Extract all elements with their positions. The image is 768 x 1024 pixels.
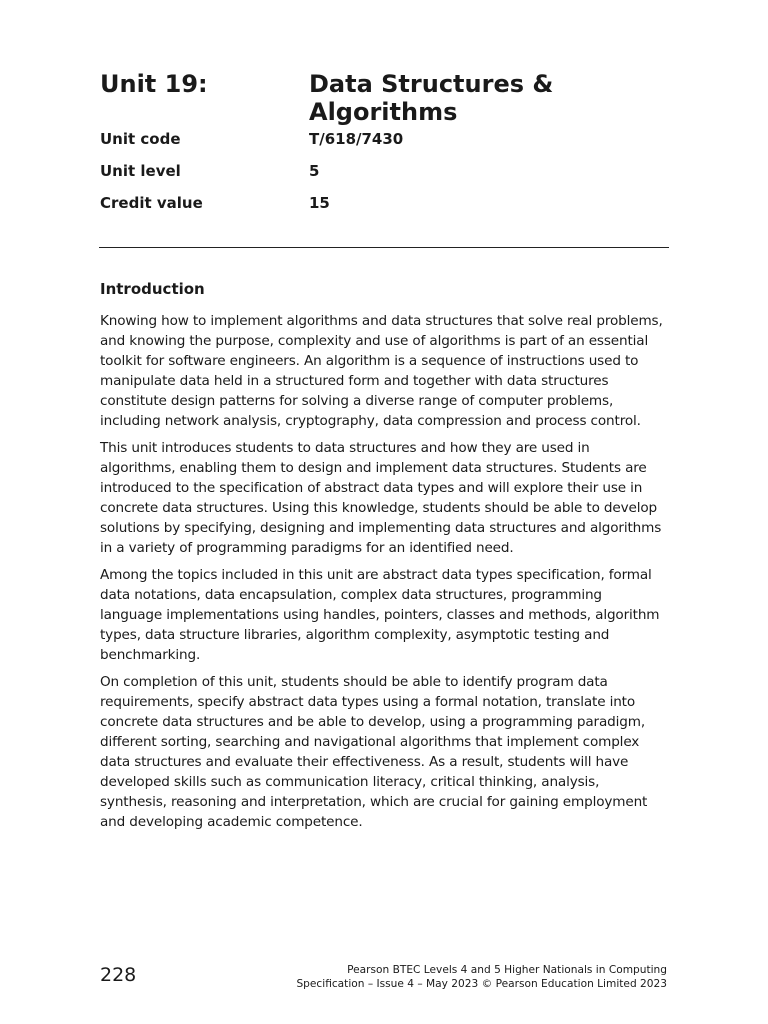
unit-level-value: 5 (309, 162, 320, 180)
unit-number: Unit 19: (100, 70, 208, 98)
credit-value-value: 15 (309, 194, 330, 212)
page-number: 228 (100, 964, 137, 986)
unit-code-value: T/618/7430 (309, 130, 404, 148)
introduction-paragraph-3: Among the topics included in this unit are abstract data types specification, formal data notations, data encapsulation, complex data structures, programming language implementations using handles, pointers, classes and methods, algorithm types, data structure libraries, algorithm complexity, asymptotic testing and benchmarking. (100, 567, 660, 663)
credit-value-label: Credit value (100, 194, 203, 212)
unit-code-row (100, 130, 670, 162)
unit-title-row (100, 70, 670, 126)
section-divider (99, 247, 669, 248)
introduction-heading: Introduction (100, 280, 205, 298)
unit-info-table (100, 130, 670, 226)
credit-value-row (100, 194, 670, 226)
unit-level-label: Unit level (100, 162, 181, 180)
footer-line-2: Specification – Issue 4 – May 2023 © Pearson Education Limited 2023 (296, 978, 667, 990)
introduction-paragraph-4: On completion of this unit, students should be able to identify program data requirements, specify abstract data types using a formal notation, translate into concrete data structures and be able to develop, using a programming paradigm, different sorting, searching and navigational algorithms that implement complex data structures and evaluate their effectiveness. As a result, students will have developed skills such as communication literacy, critical thinking, analysis, synthesis, reasoning and interpretation, which are crucial for gaining employment and developing academic competence. (100, 674, 648, 830)
unit-code-label: Unit code (100, 130, 181, 148)
footer-line-1: Pearson BTEC Levels 4 and 5 Higher Nationals in Computing (347, 964, 667, 976)
footer-publication-info (296, 963, 667, 991)
introduction-body (100, 311, 668, 839)
unit-title: Data Structures & Algorithms (309, 70, 554, 126)
unit-level-row (100, 162, 670, 194)
introduction-paragraph-2: This unit introduces students to data structures and how they are used in algorithms, enabling them to design and implement data structures. Students are introduced to the specification of abstract data types and will explore their use in concrete data structures. Using this knowledge, students should be able to develop solutions by specifying, designing and implementing data structures and algorithms in a variety of programming paradigms for an identified need. (100, 440, 662, 556)
introduction-paragraph-1: Knowing how to implement algorithms and data structures that solve real problems, and knowing the purpose, complexity and use of algorithms is part of an essential toolkit for software engineers. An algorithm is a sequence of instructions used to manipulate data held in a structured form and together with data structures constitute design patterns for solving a diverse range of computer problems, including network analysis, cryptography, data compression and process control. (100, 313, 663, 429)
